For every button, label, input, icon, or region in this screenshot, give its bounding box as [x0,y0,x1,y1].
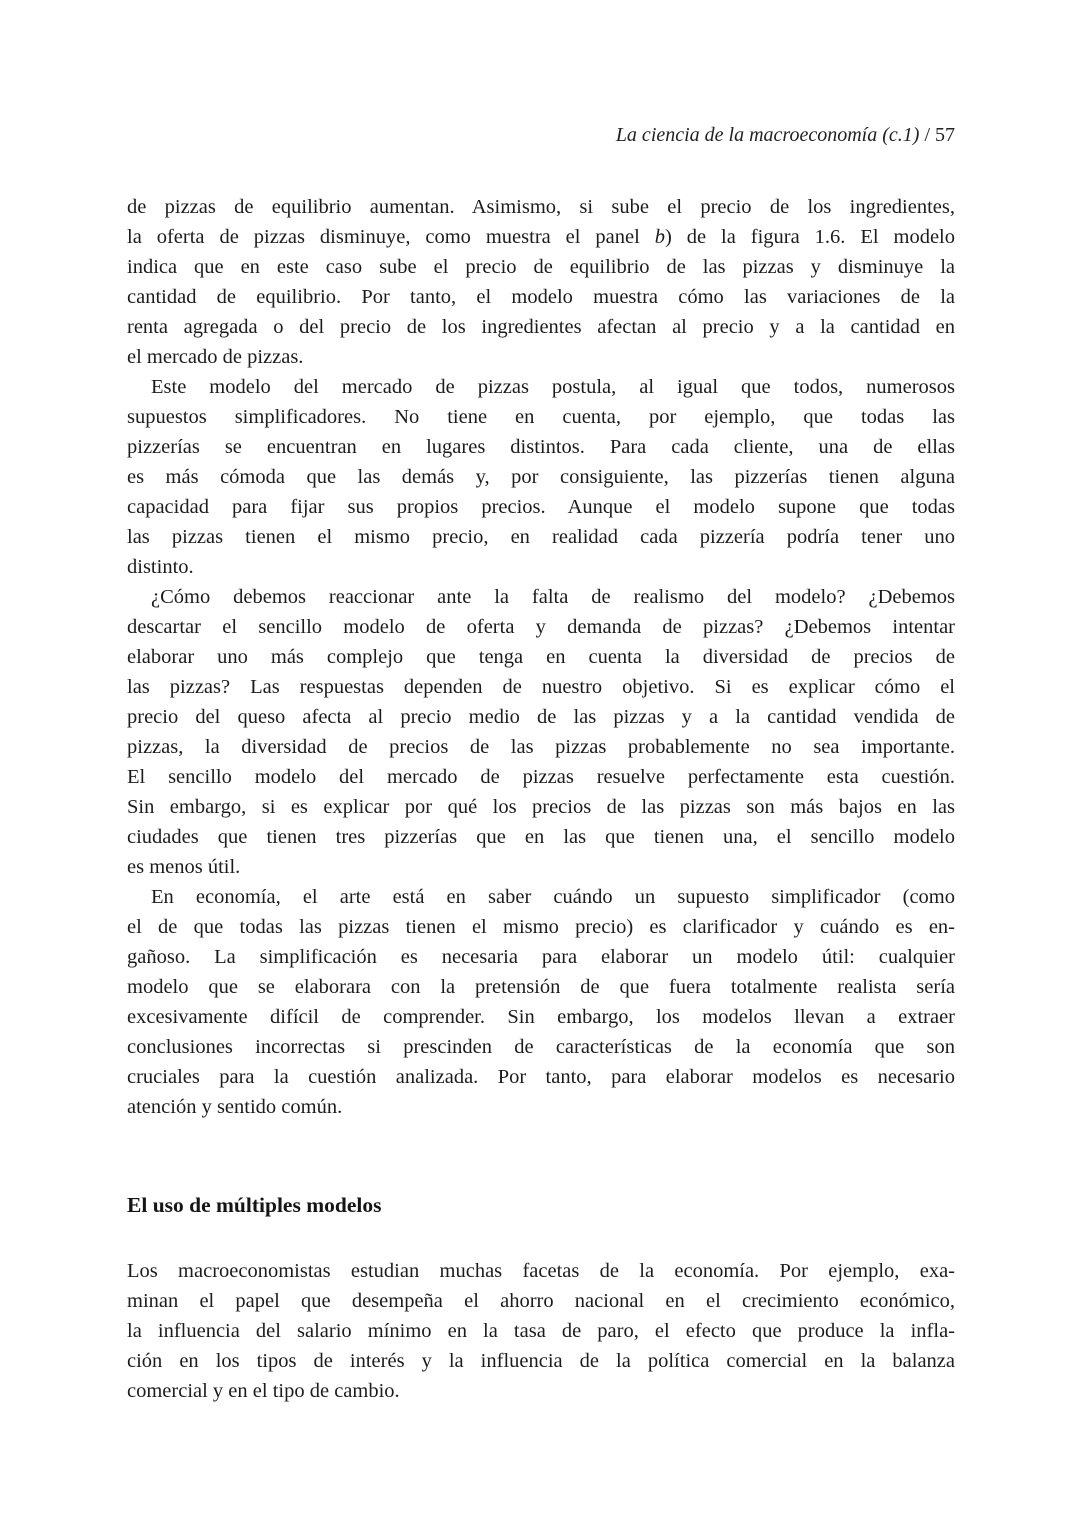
text-line: elaborar uno más complejo que tenga en cuenta la diversidad de precios de [127,646,955,668]
text-line: Este modelo del mercado de pizzas postula, al igual que todos, numerosos [151,376,955,398]
text-segment: la oferta de pizzas disminuye, como muestra el panel [127,226,655,248]
text-line: indica que en este caso sube el precio de equilibrio de las pizzas y disminuye la [127,256,955,278]
text-line: descartar el sencillo modelo de oferta y demanda de pizzas? ¿Debemos intentar [127,616,955,638]
text-line: gañoso. La simplificación es necesaria para elaborar un modelo útil: cualquier [127,946,955,968]
italic-text: b [654,226,665,248]
page-body [127,192,955,1406]
text-segment: ) de la figura 1.6. El modelo [665,226,955,248]
text-line: precio del queso afecta al precio medio de las pizzas y a la cantidad vendida de [127,706,955,728]
paragraph [127,372,955,582]
section-heading: El uso de múltiples modelos [127,1193,382,1217]
text-line: modelo que se elaborara con la pretensión de que fuera totalmente realista sería [127,976,955,998]
paragraph [127,1256,955,1406]
text-line: cruciales para la cuestión analizada. Por tanto, para elaborar modelos es necesario [127,1066,955,1088]
text-line: las pizzas? Las respuestas dependen de nuestro objetivo. Si es explicar cómo el [127,676,955,698]
text-line: atención y sentido común. [127,1096,343,1118]
running-header-title: La ciencia de la macroeconomía (c.1) [615,124,920,146]
text-line: el mercado de pizzas. [127,346,304,368]
text-line: capacidad para fijar sus propios precios. Aunque el modelo supone que todas [127,496,955,518]
text-line: el de que todas las pizzas tienen el mismo precio) es clarificador y cuándo es en- [127,916,955,938]
text-line: conclusiones incorrectas si prescinden de características de la economía que son [127,1036,955,1058]
text-line: pizzas, la diversidad de precios de las pizzas probablemente no sea importante. [127,736,955,758]
text-line: ción en los tipos de interés y la influencia de la política comercial en la balanza [127,1350,955,1372]
text-line: Los macroeconomistas estudian muchas facetas de la economía. Por ejemplo, exa- [127,1260,955,1282]
text-line: ¿Cómo debemos reaccionar ante la falta de realismo del modelo? ¿Debemos [151,586,955,608]
text-line: es menos útil. [127,856,241,878]
text-line: El sencillo modelo del mercado de pizzas resuelve perfectamente esta cuestión. [127,766,955,788]
text-line: minan el papel que desempeña el ahorro nacional en el crecimiento económico, [127,1290,955,1312]
text-line: ciudades que tienen tres pizzerías que en las que tienen una, el sencillo modelo [127,826,955,848]
text-line: Sin embargo, si es explicar por qué los precios de las pizzas son más bajos en las [127,796,955,818]
text-line: la influencia del salario mínimo en la tasa de paro, el efecto que produce la infla- [127,1320,955,1342]
text-line: es más cómoda que las demás y, por consiguiente, las pizzerías tienen alguna [127,466,955,488]
paragraph [127,192,955,372]
text-line: distinto. [127,556,194,578]
paragraph [127,582,955,882]
paragraph [127,882,955,1122]
text-line: excesivamente difícil de comprender. Sin embargo, los modelos llevan a extraer [127,1006,955,1028]
page-number: / 57 [919,124,955,146]
text-line: las pizzas tienen el mismo precio, en realidad cada pizzería podría tener uno [127,526,955,548]
text-line: En economía, el arte está en saber cuándo un supuesto simplificador (como [151,886,955,908]
text-line: supuestos simplificadores. No tiene en cuenta, por ejemplo, que todas las [127,406,955,428]
text-line: cantidad de equilibrio. Por tanto, el modelo muestra cómo las variaciones de la [127,286,955,308]
text-line: pizzerías se encuentran en lugares distintos. Para cada cliente, una de ellas [127,436,955,458]
text-line: comercial y en el tipo de cambio. [127,1380,400,1402]
text-line: renta agregada o del precio de los ingredientes afectan al precio y a la cantidad en [127,316,955,338]
text-line [127,222,955,252]
running-header [127,122,955,148]
text-line: de pizzas de equilibrio aumentan. Asimismo, si sube el precio de los ingredientes, [127,196,955,218]
